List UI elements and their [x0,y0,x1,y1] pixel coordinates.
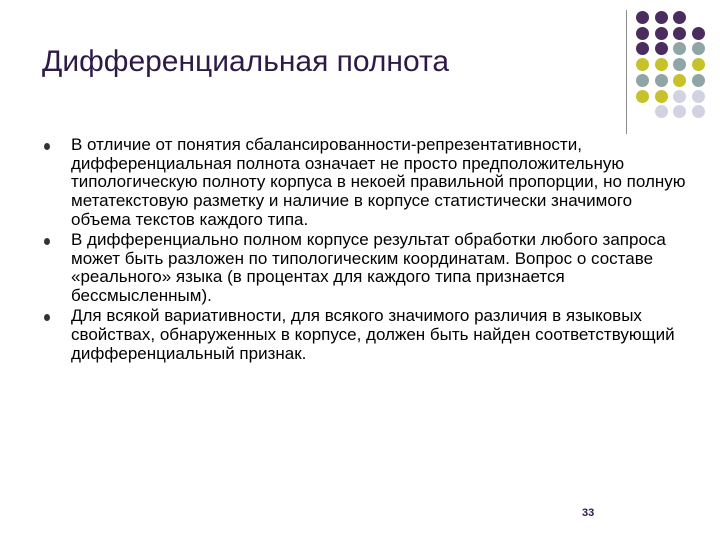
decorative-dot [673,74,686,87]
decorative-dot [636,74,649,87]
decorative-dot [655,90,668,103]
bullet-marker-icon [44,143,50,150]
decorative-dot [673,27,686,40]
decorative-dot [636,11,649,24]
decorative-dot [692,58,705,71]
decorative-dot [692,42,705,55]
decorative-dot [673,105,686,118]
decorative-dot [655,74,668,87]
page-number: 33 [582,507,595,519]
bullet-item [44,136,694,230]
bullet-marker-icon [44,314,50,321]
decorative-dot [692,74,705,87]
decorative-dot [655,27,668,40]
decorative-dot [673,42,686,55]
bullet-marker-icon [44,238,50,245]
decorative-dot [655,11,668,24]
bullet-text: В дифференциально полном корпусе результат обработки любого запроса может быть разложен по типологическим координатам. Вопрос о составе «реального» языка (в процентах для каждого типа признается бессмысленным). [71,230,666,306]
decorative-dot [636,42,649,55]
vertical-divider [626,10,627,134]
decorative-dot [636,58,649,71]
decorative-dot [655,42,668,55]
decorative-dot [673,90,686,103]
decorative-dot [636,90,649,103]
bullet-text: В отличие от понятия сбалансированности-репрезентативности, дифференциальная полнота означает не просто предположительную типологическую полноту корпуса в некоей правильной пропорции, но полную метатекстовую разметку и наличие в корпусе статистически значимого объема текстов каждого типа. [71,135,686,229]
decorative-dot [636,27,649,40]
slide-title: Дифференциальная полнота [42,45,450,78]
bullet-list [44,136,694,365]
bullet-item [44,307,694,363]
decorative-dot [673,58,686,71]
dot-grid-decoration [604,11,720,121]
bullet-item [44,231,694,306]
decorative-dot [692,105,705,118]
bullet-text: Для всякой вариативности, для всякого значимого различия в языковых свойствах, обнаруженных в корпусе, должен быть найден соответствующий дифференциальный признак. [71,306,675,363]
decorative-dot [692,27,705,40]
decorative-dot [673,11,686,24]
decorative-dot [655,105,668,118]
decorative-dot [655,58,668,71]
decorative-dot [692,90,705,103]
